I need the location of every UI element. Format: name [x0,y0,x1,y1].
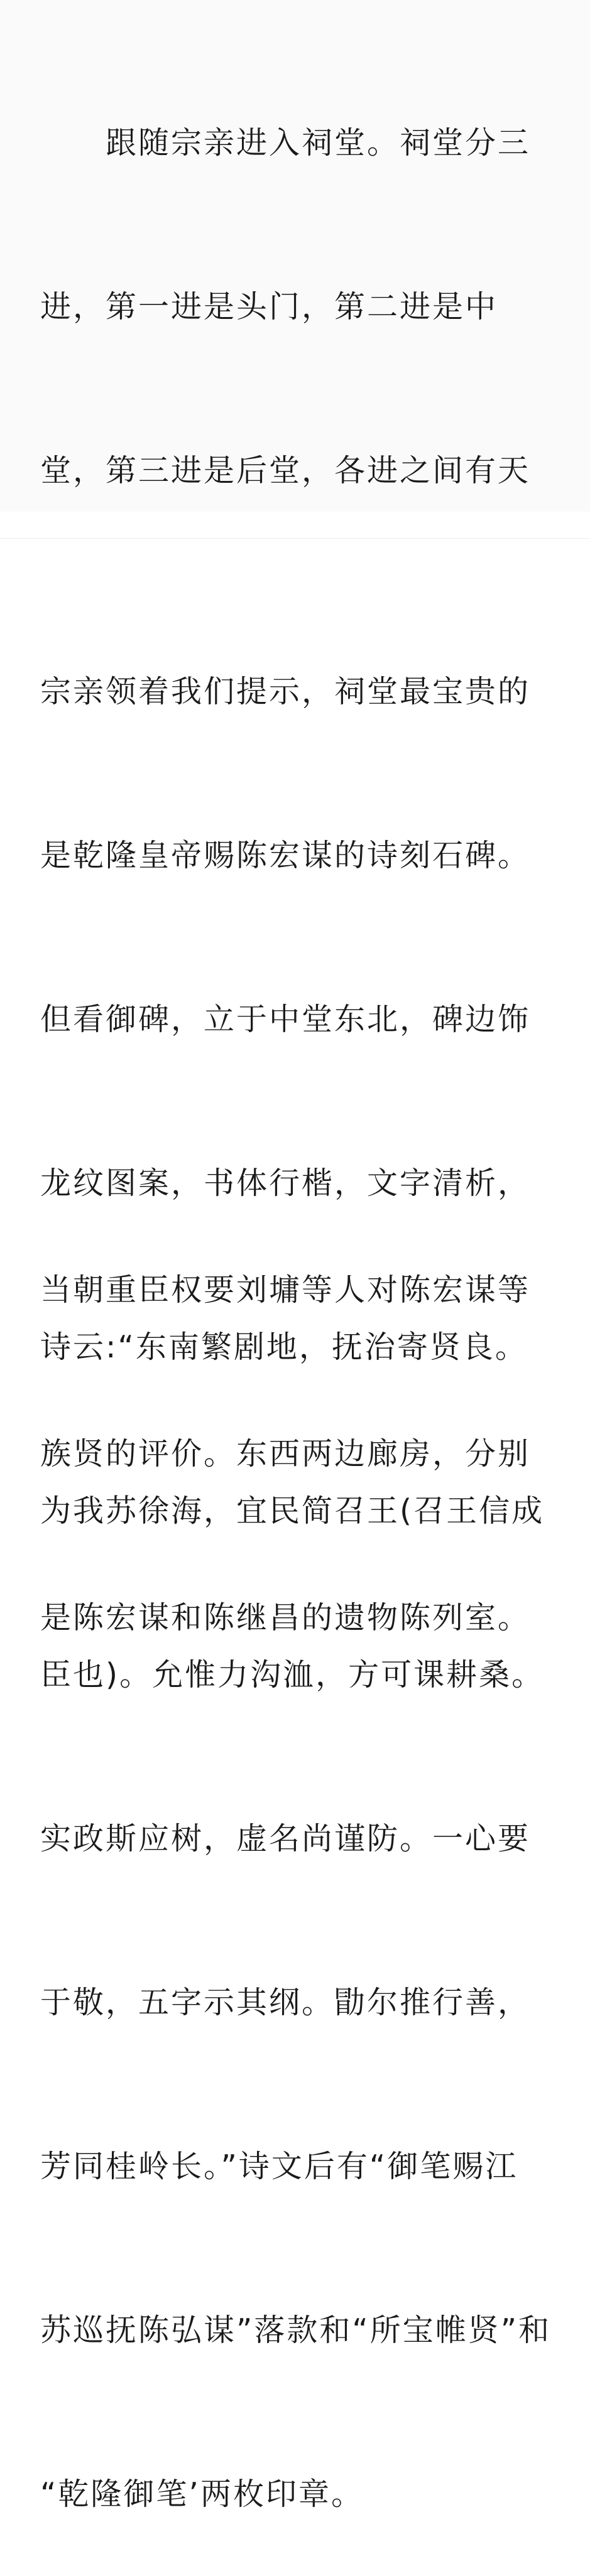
paragraph-2-line-12: “乾隆御笔’两枚印章。 [40,2476,364,2512]
paragraph-2-line-4: 龙纹图案，书体行楷，文字清析， [40,1165,531,1201]
paragraph-1-line-1: 跟随宗亲进入祠堂。祠堂分三 [40,125,531,161]
paragraph-2-line-8: 实政斯应树，虚名尚谨防。一心要 [40,1821,531,1857]
paragraph-2-line-5: 诗云:“东南繁剧地，抚治寄贤良。 [40,1329,528,1365]
paragraph-2-line-11: 苏巡抚陈弘谋”落款和“所宝帷贤”和 [40,2312,552,2348]
paragraph-1-line-3: 堂，第三进是后堂，各进之间有天 [40,453,531,488]
paragraph-2-line-3: 但看御碑，立于中堂东北，碑边饰 [40,1001,531,1037]
paragraph-2-line-9: 于敬，五字示其纲。勖尔推行善， [40,1985,531,2020]
paragraph-1-line-2: 进，第一进是头门，第二进是中 [40,289,498,325]
paragraph-2-line-1: 宗亲领着我们提示，祠堂最宝贵的 [40,674,531,709]
paragraph-2-line-2: 是乾隆皇帝赐陈宏谋的诗刻石碑。 [40,838,531,873]
paragraph-2 [40,555,555,2576]
paragraph-1-line-9: 族贤的评价。东西两边廊房，分别 [40,1436,531,1472]
paragraph-2-line-7: 臣也)。允惟力沟洫，方可课耕桑。 [40,1657,545,1693]
paragraph-2-line-6: 为我苏徐海，宜民简召王(召王信成 [40,1493,545,1529]
paragraph-2-line-10: 芳同桂岭长。”诗文后有“御笔赐江 [40,2148,518,2184]
paragraph-1-line-8: 当朝重臣权要刘墉等人对陈宏谋等 [40,1272,531,1308]
paragraph-1-line-10: 是陈宏谋和陈继昌的遗物陈列室。 [40,1600,531,1636]
